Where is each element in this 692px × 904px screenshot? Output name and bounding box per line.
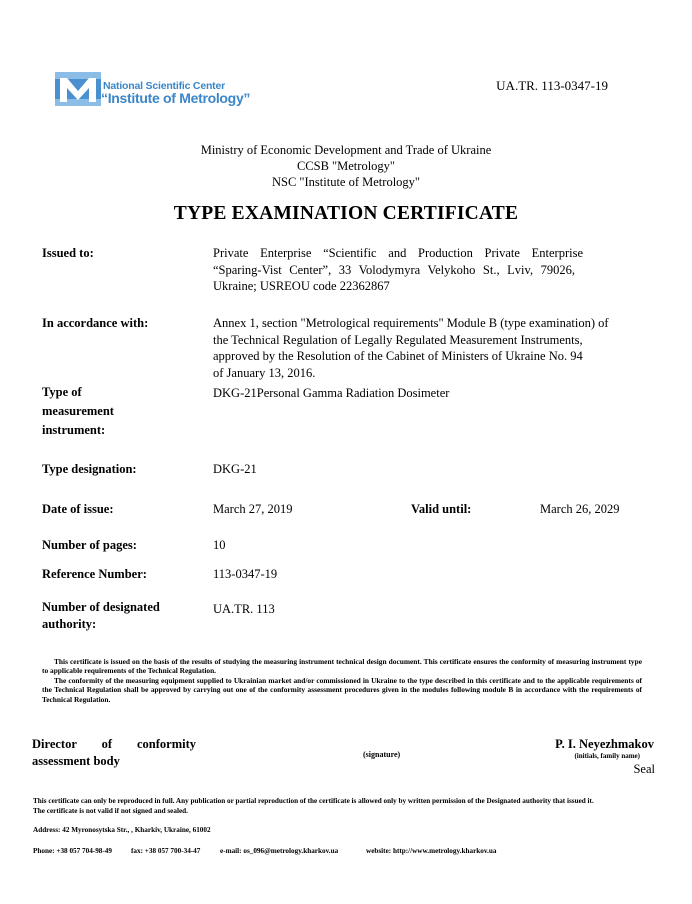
certificate-notice bbox=[42, 657, 642, 704]
reference-number-label: Reference Number: bbox=[42, 567, 147, 581]
designated-authority-label-line-1: Number of designated bbox=[42, 600, 160, 614]
accordance-line-1: Annex 1, section "Metrological requirements" Module B (type examination) of bbox=[213, 316, 609, 330]
email: e-mail: os_096@metrology.kharkov.ua bbox=[220, 847, 339, 855]
instrument-type-label bbox=[42, 383, 114, 440]
ministry-line: Ministry of Economic Development and Trade of Ukraine bbox=[200, 143, 492, 157]
notice-paragraph-1: This certificate is issued on the basis of the results of studying the measuring instrument technical design document. This certificate ensures the conformity of measuring instrument type to applicable requirements of the Technical Regulation. bbox=[42, 657, 642, 676]
accordance-line-3: approved by the Resolution of the Cabinet of Ministers of Ukraine No. 94 bbox=[213, 349, 583, 363]
phone: Phone: +38 057 704-98-49 bbox=[33, 847, 112, 855]
date-of-issue-label: Date of issue: bbox=[42, 502, 114, 516]
notice-paragraph-2: The conformity of the measuring equipment supplied to Ukrainian market and/or commissioned in Ukraine to the type described in this certificate and to the applicable requirements of the Technical Regulation shall be approved by carrying out one of the conformity assessment procedures given in the modules following module B in accordance with the requirements of Technical Regulation. bbox=[42, 675, 642, 704]
logo-text-line2: “Institute of Metrology” bbox=[101, 90, 251, 106]
reproduction-line-1: This certificate can only be reproduced in full. Any publication or partial reproduction of the certificate is allowed only by written permission of the Designated authority that issued it. bbox=[33, 797, 594, 805]
certificate-code: UA.TR. 113-0347-19 bbox=[496, 78, 608, 93]
instrument-type-label-line-2: measurement bbox=[42, 404, 114, 418]
seal-label: Seal bbox=[633, 762, 655, 776]
ccsb-line: CCSB "Metrology" bbox=[296, 159, 396, 173]
document-title: TYPE EXAMINATION CERTIFICATE bbox=[173, 203, 519, 224]
signature-caption: (signature) bbox=[363, 750, 401, 759]
reproduction-notice bbox=[33, 796, 663, 816]
instrument-type-label-line-3: instrument: bbox=[42, 423, 106, 437]
issued-to-line-3: Ukraine; USREOU code 22362867 bbox=[213, 279, 390, 293]
instrument-type-value: DKG-21Personal Gamma Radiation Dosimeter bbox=[213, 386, 450, 400]
type-designation-value: DKG-21 bbox=[213, 462, 257, 476]
date-of-issue-value: March 27, 2019 bbox=[213, 502, 293, 516]
signatory-position: Director of conformity assessment body bbox=[32, 737, 196, 768]
issued-to-line-2: “Sparing-Vist Center”, 33 Volodymyra Velykoho St., Lviv, 79026, bbox=[213, 262, 575, 277]
reference-number-value: 113-0347-19 bbox=[213, 567, 278, 581]
fax: fax: +38 057 700-34-47 bbox=[131, 847, 201, 855]
issued-to-label: Issued to: bbox=[42, 246, 94, 260]
name-caption: (initials, family name) bbox=[574, 752, 640, 760]
logo-text-line1: National Scientific Center bbox=[103, 80, 225, 92]
type-designation-label: Type designation: bbox=[42, 462, 137, 476]
designated-authority-label-line-2: authority: bbox=[42, 617, 97, 631]
designated-authority-label bbox=[42, 599, 160, 633]
nsc-line: NSC "Institute of Metrology" bbox=[271, 175, 421, 189]
issued-to-value bbox=[213, 245, 583, 295]
reproduction-line-2: The certificate is not valid if not signed and sealed. bbox=[33, 807, 188, 815]
accordance-value bbox=[213, 315, 643, 381]
instrument-type-label-line-1: Type of bbox=[42, 385, 82, 399]
accordance-line-4: of January 13, 2016. bbox=[213, 365, 316, 380]
accordance-line-2: the Technical Regulation of Legally Regulated Measurement Instruments, bbox=[213, 332, 583, 347]
number-of-pages-value: 10 bbox=[213, 538, 226, 552]
valid-until-label: Valid until: bbox=[411, 502, 472, 516]
accordance-label: In accordance with: bbox=[42, 316, 149, 330]
signatory-name: P. I. Neyezhmakov bbox=[555, 737, 654, 751]
issued-to-line-1: Private Enterprise “Scientific and Production Private Enterprise bbox=[213, 246, 583, 260]
valid-until-value: March 26, 2029 bbox=[540, 502, 620, 516]
institute-logo-icon bbox=[55, 72, 101, 106]
designated-authority-value: UA.TR. 113 bbox=[213, 602, 275, 616]
number-of-pages-label: Number of pages: bbox=[42, 538, 137, 552]
address: Address: 42 Myronosytska Str., , Kharkiv, Ukraine, 61002 bbox=[33, 826, 211, 834]
website: website: http://www.metrology.kharkov.ua bbox=[366, 847, 497, 855]
